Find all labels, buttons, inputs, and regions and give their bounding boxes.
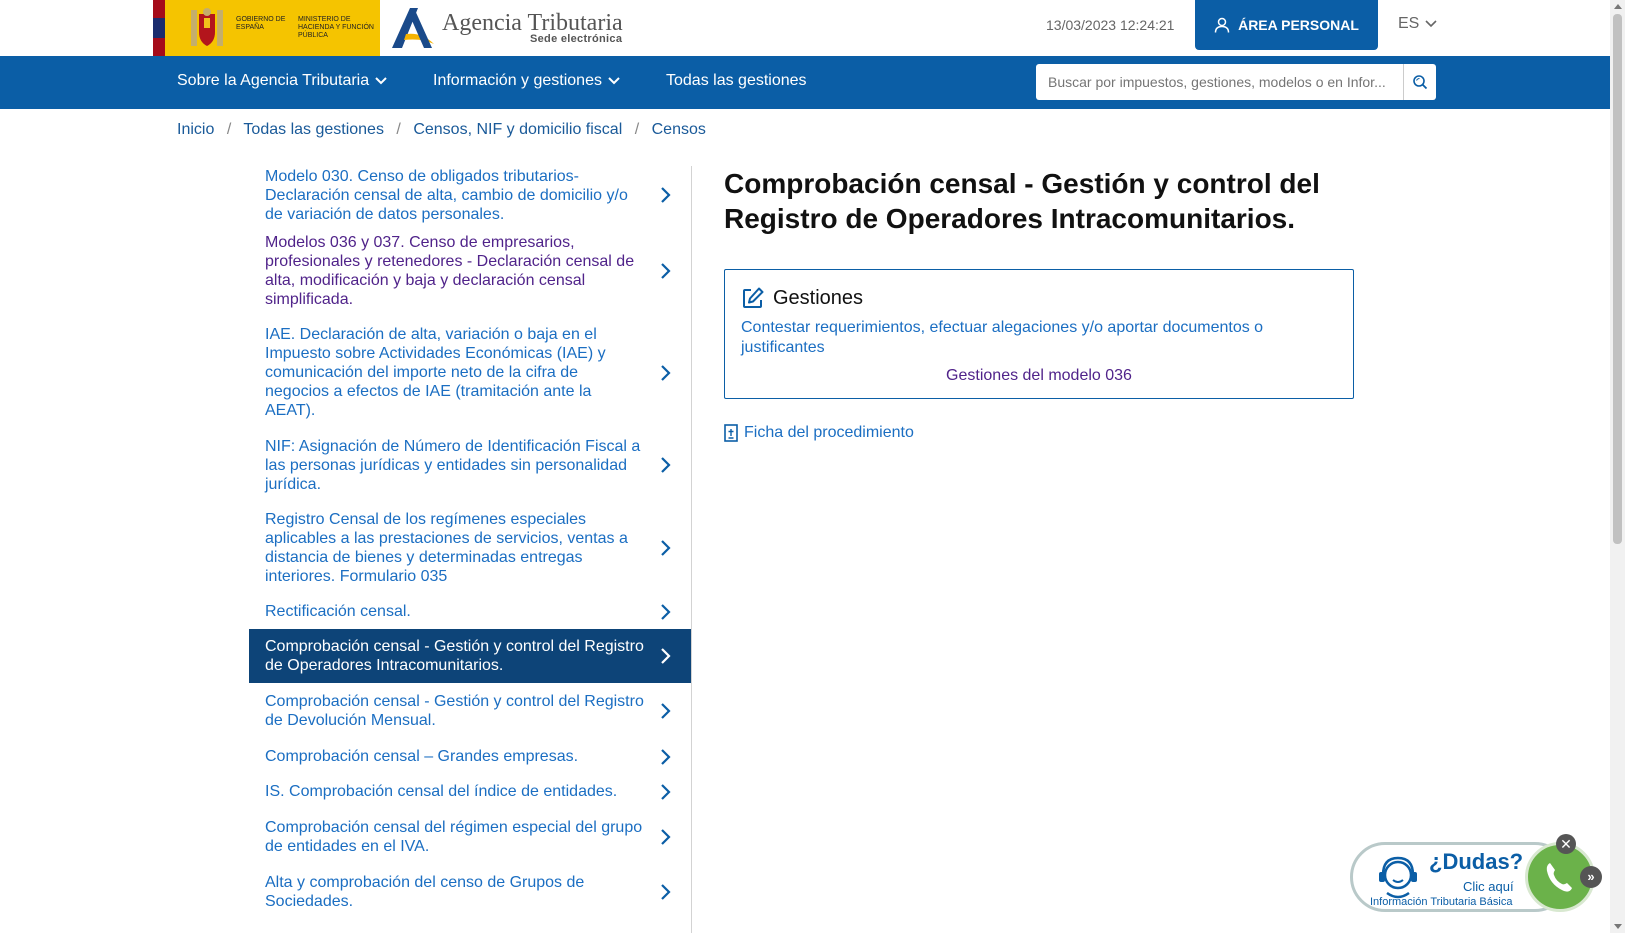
ficha-procedimiento-label: Ficha del procedimiento: [744, 424, 914, 441]
nav-item-label: Todas las gestiones: [666, 72, 807, 89]
chevron-right-icon: [659, 827, 673, 847]
chevron-right-icon: [659, 782, 673, 802]
ficha-procedimiento-link[interactable]: [724, 424, 914, 442]
breadcrumb-separator: /: [634, 121, 640, 138]
breadcrumb-censos[interactable]: Censos: [651, 121, 706, 138]
sidebar-item-roi-active[interactable]: [249, 629, 691, 683]
sidebar-item-modelo-030[interactable]: [249, 166, 691, 224]
breadcrumb-separator: /: [396, 121, 401, 138]
language-selector[interactable]: [1398, 15, 1437, 33]
main-nav: [0, 56, 1610, 109]
search-icon: [1412, 74, 1428, 90]
language-label: ES: [1398, 15, 1420, 32]
chevron-right-icon: [659, 747, 673, 767]
sidebar-item-label: Comprobación censal - Gestión y control del Registro de Operadores Intracomunitarios.: [265, 638, 644, 674]
close-chat-icon[interactable]: ✕: [1556, 834, 1576, 854]
gobierno-text: GOBIERNO DE ESPAÑA: [236, 16, 286, 31]
sidebar-item-registro-censal-035[interactable]: [249, 502, 691, 594]
chevron-right-icon: [659, 701, 673, 721]
chevron-right-icon: [659, 602, 673, 622]
ministerio-text: MINISTERIO DE HACIENDA Y FUNCIÓN PÚBLICA: [298, 16, 374, 39]
sidebar-item-label: NIF: Asignación de Número de Identificación Fiscal a las personas jurídicas y entidades sin personalidad jurídica.: [265, 437, 641, 493]
agencia-tributaria-logo[interactable]: [388, 4, 628, 52]
area-personal-button[interactable]: [1195, 0, 1378, 50]
sidebar-item-label: IAE. Declaración de alta, variación o baja en el Impuesto sobre Actividades Económicas (IAE) y comunicación del importe neto de la cifra de negocios a efectos de IAE (tramitación ante la AEAT).: [265, 326, 606, 419]
brand-name: Agencia Tributaria: [442, 10, 623, 36]
chevron-down-icon: [1425, 20, 1437, 28]
user-icon: [1214, 17, 1230, 33]
gestiones-card: [724, 269, 1354, 399]
chevron-right-icon: [659, 261, 673, 281]
gestiones-card-header: [741, 286, 863, 310]
sidebar-item-label: Comprobación censal – Grandes empresas.: [265, 748, 579, 765]
chevron-down-icon: [375, 77, 387, 85]
sidebar-item-label: Registro Censal de los regímenes especiales aplicables a las prestaciones de servicios, ventas a distancia de bienes y determinadas entregas interiores. Formulario 035: [265, 511, 628, 585]
dudas-clic-aqui: Clic aquí: [1463, 879, 1514, 894]
sidebar-item-label: Modelo 030. Censo de obligados tributarios-Declaración censal de alta, cambio de domicilio y/o de variación de datos personales.: [265, 167, 628, 223]
chevron-right-icon: [659, 646, 673, 666]
sidebar-item-grupos-sociedades[interactable]: [249, 864, 691, 920]
aeat-logo-icon: [388, 4, 438, 52]
sidebar-item-label: Comprobación censal del régimen especial del grupo de entidades en el IVA.: [265, 818, 643, 855]
nav-todas-gestiones[interactable]: [666, 72, 807, 90]
breadcrumb-todas-gestiones[interactable]: Todas las gestiones: [243, 121, 384, 138]
contestar-requerimientos-link[interactable]: Contestar requerimientos, efectuar alegaciones y/o aportar documentos o justificantes: [741, 319, 1264, 356]
breadcrumb-inicio[interactable]: Inicio: [177, 121, 215, 138]
dudas-info-text: Información Tributaria Básica: [1370, 896, 1513, 908]
sidebar-item-label: Alta y comprobación del censo de Grupos de Sociedades.: [265, 874, 585, 910]
sidebar-item-devolucion-mensual[interactable]: [249, 683, 691, 739]
sidebar-item-label: IS. Comprobación censal del índice de entidades.: [265, 783, 618, 800]
nav-sobre-agencia[interactable]: [177, 72, 387, 90]
scroll-up-arrow-icon[interactable]: [1614, 4, 1622, 9]
nav-informacion-gestiones[interactable]: [433, 72, 620, 90]
nav-item-label: Sobre la Agencia Tributaria: [177, 72, 370, 89]
breadcrumb: [177, 121, 706, 139]
sidebar-item-modelos-036-037[interactable]: [249, 224, 691, 317]
gestiones-heading: Gestiones: [773, 286, 864, 309]
flag-icon: [153, 0, 165, 56]
gobierno-logo[interactable]: [153, 0, 380, 56]
current-datetime: 13/03/2023 12:24:21: [1046, 17, 1175, 33]
brand-subtitle: Sede electrónica: [530, 33, 623, 45]
nav-item-label: Información y gestiones: [433, 72, 602, 89]
area-personal-label: ÁREA PERSONAL: [1238, 17, 1359, 33]
sidebar-item-iae[interactable]: [249, 317, 691, 428]
scroll-down-arrow-icon[interactable]: [1614, 924, 1622, 929]
sidebar-item-rectificacion-censal[interactable]: [249, 594, 691, 629]
document-info-icon: [724, 424, 738, 442]
sidebar-item-label: Rectificación censal.: [265, 603, 411, 620]
chevron-right-icon: [659, 455, 673, 475]
sidebar-item-grupo-entidades-iva[interactable]: [249, 809, 691, 864]
phone-icon: [1540, 857, 1580, 897]
breadcrumb-separator: /: [226, 121, 232, 138]
coat-of-arms-icon: [187, 6, 227, 50]
page-title: Comprobación censal - Gestión y control del Registro de Operadores Intracomunitarios.: [724, 168, 1320, 234]
chevron-right-icon: [659, 185, 673, 205]
top-header: [0, 0, 1610, 56]
expand-chat-icon[interactable]: »: [1580, 866, 1602, 888]
chevron-down-icon: [608, 77, 620, 85]
sidebar-item-label: Comprobación censal - Gestión y control del Registro de Devolución Mensual.: [265, 693, 644, 729]
sidebar-item-grandes-empresas[interactable]: [249, 739, 691, 774]
edit-icon: [741, 286, 765, 310]
chevron-right-icon: [659, 538, 673, 558]
search-input[interactable]: [1036, 64, 1402, 100]
sidebar-item-indice-entidades[interactable]: [249, 774, 691, 809]
sidebar-item-nif[interactable]: [249, 428, 691, 502]
chevron-right-icon: [659, 882, 673, 902]
sidebar-menu: [249, 166, 692, 933]
search-box: [1036, 64, 1436, 100]
page-scrollbar[interactable]: [1610, 0, 1625, 933]
sidebar-item-label: Modelos 036 y 037. Censo de empresarios, profesionales y retenedores - Declaración censal de alta, modificación y baja y declaración censal simplificada.: [265, 233, 635, 308]
search-button[interactable]: [1403, 64, 1436, 100]
chevron-right-icon: [659, 363, 673, 383]
breadcrumb-censos-nif[interactable]: Censos, NIF y domicilio fiscal: [413, 121, 623, 138]
dudas-title: ¿Dudas?: [1429, 849, 1524, 874]
gestiones-modelo-036-link[interactable]: Gestiones del modelo 036: [946, 367, 1132, 384]
scroll-thumb[interactable]: [1613, 14, 1622, 544]
